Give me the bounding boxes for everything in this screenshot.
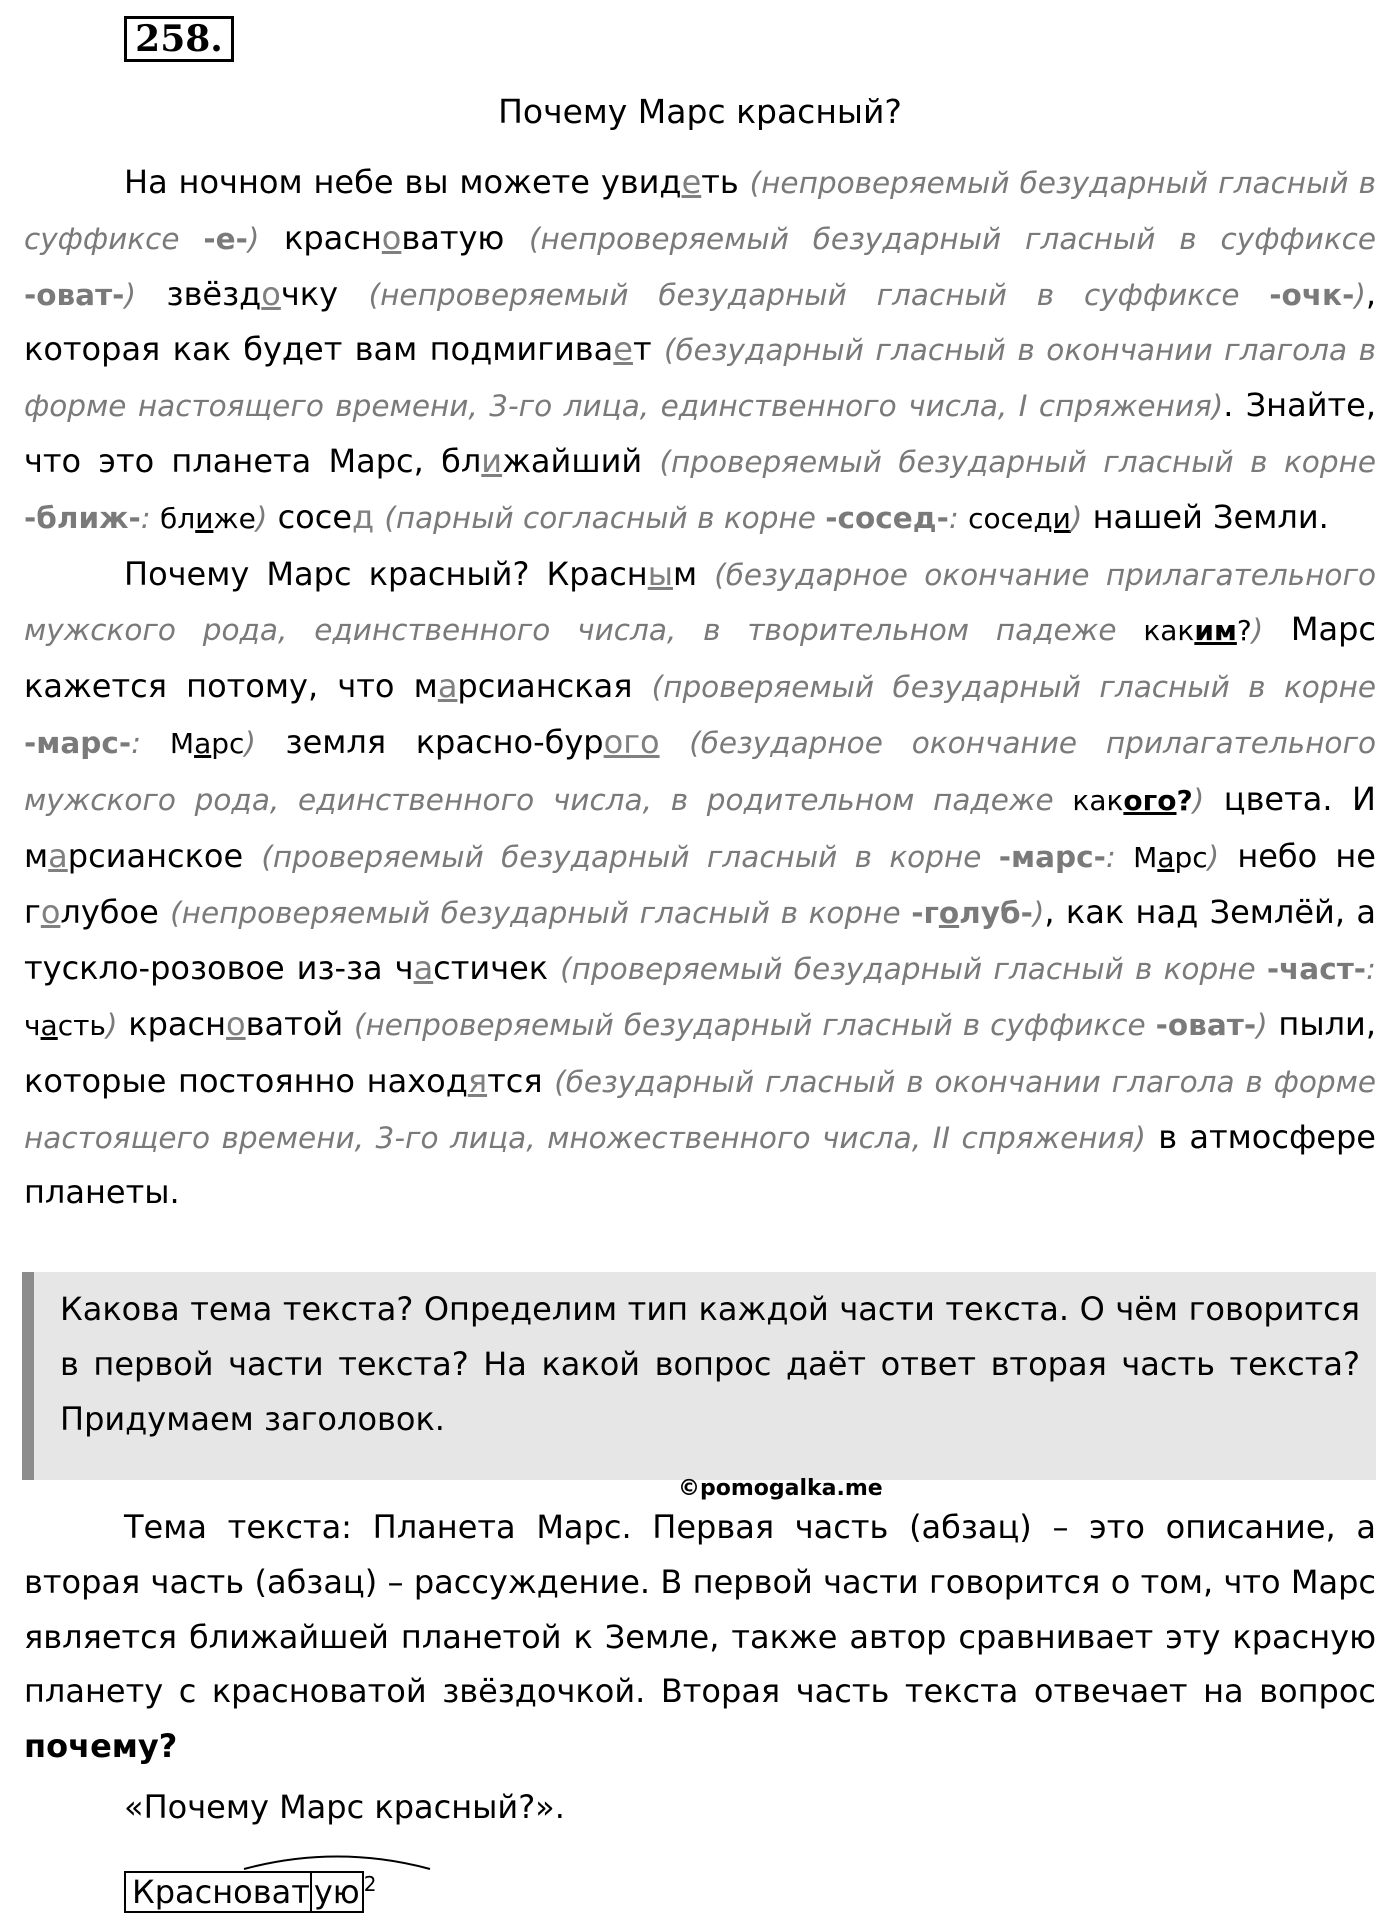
- watermark: ©pomogalka.me: [678, 1476, 883, 1501]
- answer-bold-question: почему?: [24, 1727, 178, 1766]
- paragraph-2: Почему Марс красный? Красным (безударное окончание прилагательного мужского рода, единственного числа, в творительном падеже каким?) Марс кажется потому, что марсианская (проверяемый безударный гласный в корне -марс-: Марс) земля красно-бурого (безударное окончание прилагательного мужского рода, единственного числа, в родительном падеже какого?) цвета. И марсианское (проверяемый безударный гласный в корне -марс-: Марс) небо не голубое (непроверяемый безударный гласный в корне -голуб-), как над Землёй, а тускло-розовое из-за частичек (проверяемый безударный гласный в корне -част-: часть) красноватой (непроверяемый безударный гласный в суффиксе -оват-) пыли, которые постоянно находятся (безударный гласный в окончании глагола в форме настоящего времени, 3-го лица, множественного числа, II спряжения) в атмосфере планеты.: [24, 554, 1377, 1212]
- answer-text: [24, 1500, 1376, 1774]
- root-arc-icon: [242, 1850, 432, 1870]
- page-title: Почему Марс красный?: [498, 92, 902, 131]
- main-text: [24, 155, 1376, 1220]
- task-number: 258.: [124, 16, 234, 62]
- word-ending: ую: [310, 1871, 364, 1913]
- paragraph-1: На ночном небе вы можете увидеть (непроверяемый безударный гласный в суффиксе -е-) красноватую (непроверяемый безударный гласный в суффиксе -оват-) звёздочку (непроверяемый безударный гласный в суффиксе -очк-), которая как будет вам подмигивает (безударный гласный в окончании глагола в форме настоящего времени, 3-го лица, единственного числа, I спряжения). Знайте, что это планета Марс, ближайший (проверяемый безударный гласный в корне -ближ-: ближе) сосед (парный согласный в корне -сосед-: соседи) нашей Земли.: [24, 163, 1377, 536]
- word-stem: Красноват: [124, 1871, 310, 1913]
- parse-index: 2: [363, 1872, 377, 1896]
- answer-paragraph: [24, 1500, 1376, 1774]
- answer-title: «Почему Марс красный?».: [124, 1788, 565, 1826]
- morphemic-parse: [124, 1862, 376, 1914]
- question-box: Какова тема текста? Определим тип каждой части текста. О чём говорится в первой части текста? На какой вопрос даёт ответ вторая часть текста? Придумаем заголовок.: [22, 1272, 1376, 1480]
- answer-text-main: Тема текста: Планета Марс. Первая часть (абзац) – это описание, а вторая часть (абзац) – рассуждение. В первой части говорится о том, что Марс является ближайшей планетой к Земле, также автор сравнивает эту красную планету с красноватой звёздочкой. Вторая часть текста отвечает на вопрос: [24, 1508, 1376, 1711]
